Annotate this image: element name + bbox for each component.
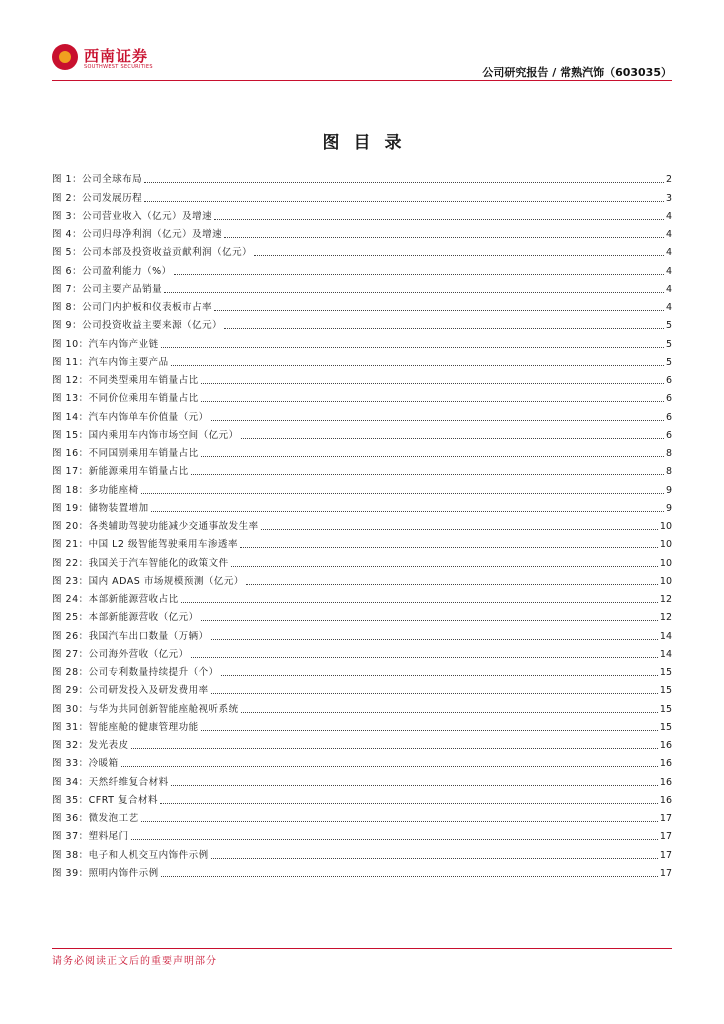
toc-entry-page: 16 [659, 794, 672, 806]
toc-entry-page: 6 [665, 375, 672, 386]
toc-entry[interactable] [52, 478, 672, 496]
toc-entry-page: 9 [665, 484, 672, 496]
toc-entry[interactable] [52, 278, 672, 296]
toc-entry-label: 图 15：国内乘用车内饰市场空间（亿元） [52, 429, 239, 441]
toc-entry[interactable] [52, 734, 672, 752]
toc-entry-label: 图 6：公司盈利能力（%） [52, 265, 172, 277]
toc-entry[interactable] [52, 825, 672, 843]
toc-entry[interactable] [52, 624, 672, 642]
toc-entry-page: 4 [665, 210, 672, 222]
toc-entry-page: 9 [665, 502, 672, 514]
footer-divider [52, 948, 672, 949]
toc-leader-dots [211, 638, 658, 640]
toc-entry-label: 图 16：不同国别乘用车销量占比 [52, 448, 199, 459]
toc-entry-page: 6 [665, 411, 672, 423]
toc-leader-dots [211, 419, 664, 421]
toc-entry[interactable] [52, 697, 672, 715]
toc-entry-label: 图 34：天然纤维复合材料 [52, 776, 169, 788]
toc-entry[interactable] [52, 168, 672, 186]
logo-chinese-name: 西南证券 [84, 47, 149, 65]
toc-entry-label: 图 27：公司海外营收（亿元） [52, 648, 189, 660]
toc-entry[interactable] [52, 405, 672, 423]
toc-entry-page: 2 [665, 174, 672, 186]
toc-entry-label: 图 12：不同类型乘用车销量占比 [52, 375, 199, 386]
toc-entry-label: 图 17：新能源乘用车销量占比 [52, 466, 189, 478]
page-title: 图目录 [322, 133, 416, 153]
toc-entry[interactable] [52, 296, 672, 314]
toc-entry-label: 图 30：与华为共同创新智能座舱视听系统 [52, 703, 239, 715]
toc-entry[interactable] [52, 843, 672, 861]
toc-entry[interactable] [52, 332, 672, 350]
toc-leader-dots [211, 692, 658, 694]
footer-disclaimer: 请务必阅读正文后的重要声明部分 [52, 956, 217, 967]
toc-leader-dots [141, 492, 664, 494]
toc-leader-dots [221, 674, 658, 676]
toc-leader-dots [171, 364, 664, 366]
toc-entry[interactable] [52, 807, 672, 825]
toc-leader-dots [151, 510, 664, 512]
toc-entry-label: 图 5：公司本部及投资收益贡献利润（亿元） [52, 247, 253, 259]
toc-leader-dots [161, 346, 664, 348]
toc-leader-dots [201, 400, 664, 402]
toc-entry[interactable] [52, 442, 672, 460]
toc-leader-dots [231, 565, 658, 567]
toc-entry[interactable] [52, 752, 672, 770]
toc-entry-page: 4 [665, 229, 672, 240]
toc-leader-dots [191, 473, 664, 475]
toc-entry-page: 16 [659, 740, 672, 751]
toc-entry-page: 10 [659, 575, 672, 587]
toc-entry-page: 10 [659, 557, 672, 569]
toc-leader-dots [201, 382, 664, 384]
toc-entry-label: 图 10：汽车内饰产业链 [52, 338, 159, 350]
toc-entry-label: 图 20：各类辅助驾驶功能减少交通事故发生率 [52, 521, 259, 532]
toc-entry[interactable] [52, 186, 672, 204]
toc-entry[interactable] [52, 789, 672, 807]
toc-entry-label: 图 36：微发泡工艺 [52, 813, 139, 824]
toc-entry[interactable] [52, 770, 672, 788]
toc-entry-label: 图 31：智能座舱的健康管理功能 [52, 721, 199, 733]
toc-entry-page: 6 [665, 393, 672, 405]
toc-leader-dots [254, 254, 664, 256]
toc-entry-page: 14 [659, 630, 672, 642]
toc-entry-label: 图 29：公司研发投入及研发费用率 [52, 685, 209, 697]
toc-entry-label: 图 8：公司门内护板和仪表板市占率 [52, 302, 213, 313]
toc-entry-page: 12 [659, 594, 672, 605]
toc-entry-page: 10 [659, 539, 672, 551]
toc-entry[interactable] [52, 497, 672, 515]
toc-entry-label: 图 37：塑料尾门 [52, 831, 129, 843]
toc-entry-page: 4 [665, 247, 672, 259]
toc-entry[interactable] [52, 241, 672, 259]
toc-leader-dots [201, 455, 664, 457]
toc-entry-page: 16 [659, 776, 672, 788]
toc-entry-label: 图 32：发光表皮 [52, 740, 129, 751]
toc-entry[interactable] [52, 862, 672, 880]
toc-entry-label: 图 3：公司营业收入（亿元）及增速 [52, 210, 213, 222]
toc-entry-page: 6 [665, 429, 672, 441]
toc-leader-dots [224, 327, 664, 329]
toc-entry-label: 图 7：公司主要产品销量 [52, 283, 163, 295]
toc-entry[interactable] [52, 716, 672, 734]
logo-emblem-icon [52, 44, 78, 70]
toc-entry[interactable] [52, 679, 672, 697]
toc-entry-page: 17 [659, 849, 672, 861]
toc-entry-label: 图 11：汽车内饰主要产品 [52, 356, 169, 368]
toc-entry[interactable] [52, 205, 672, 223]
toc-entry-label: 图 28：公司专利数量持续提升（个） [52, 667, 219, 678]
toc-entry-page: 5 [665, 338, 672, 350]
toc-entry-page: 10 [659, 521, 672, 532]
report-title: 公司研究报告 / 常熟汽饰（603035） [482, 66, 672, 79]
toc-entry-label: 图 13：不同价位乘用车销量占比 [52, 393, 199, 405]
toc-entry-page: 17 [659, 831, 672, 843]
toc-entry[interactable] [52, 533, 672, 551]
toc-leader-dots [261, 528, 658, 530]
toc-entry-page: 4 [665, 283, 672, 295]
toc-entry-label: 图 21：中国 L2 级智能驾驶乘用车渗透率 [52, 539, 238, 551]
toc-leader-dots [164, 291, 664, 293]
toc-leader-dots [241, 711, 658, 713]
toc-entry-page: 15 [659, 685, 672, 697]
toc-entry[interactable] [52, 351, 672, 369]
toc-entry-page: 5 [665, 320, 672, 332]
toc-leader-dots [240, 546, 658, 548]
toc-entry-page: 3 [665, 192, 672, 204]
toc-entry-label: 图 14：汽车内饰单车价值量（元） [52, 411, 209, 423]
toc-entry-label: 图 39：照明内饰件示例 [52, 867, 159, 879]
toc-entry[interactable] [52, 515, 672, 533]
toc-entry[interactable] [52, 369, 672, 387]
toc-entry-page: 15 [659, 703, 672, 715]
page-header [52, 42, 672, 82]
toc-entry[interactable] [52, 643, 672, 661]
toc-entry-page: 15 [659, 667, 672, 678]
toc-leader-dots [161, 875, 658, 877]
toc-entry-page: 15 [659, 721, 672, 733]
toc-entry-page: 8 [665, 466, 672, 478]
toc-entry-page: 4 [665, 265, 672, 277]
toc-entry-label: 图 22：我国关于汽车智能化的政策文件 [52, 557, 229, 569]
toc-entry-label: 图 24：本部新能源营收占比 [52, 594, 179, 605]
toc-leader-dots [171, 784, 658, 786]
toc-leader-dots [160, 802, 658, 804]
toc-entry-label: 图 4：公司归母净利润（亿元）及增速 [52, 229, 223, 240]
toc-entry[interactable] [52, 661, 672, 679]
toc-leader-dots [144, 181, 664, 183]
toc-entry-label: 图 33：冷暖箱 [52, 758, 119, 770]
toc-entry-label: 图 2：公司发展历程 [52, 192, 143, 204]
toc-entry[interactable] [52, 606, 672, 624]
toc-leader-dots [214, 218, 664, 220]
toc-entry-label: 图 25：本部新能源营收（亿元） [52, 612, 199, 624]
toc-entry-label: 图 1：公司全球布局 [52, 174, 143, 186]
toc-leader-dots [241, 437, 664, 439]
toc-leader-dots [174, 273, 664, 275]
header-divider [52, 80, 672, 81]
toc-leader-dots [201, 619, 658, 621]
toc-entry[interactable] [52, 424, 672, 442]
toc-entry[interactable] [52, 570, 672, 588]
toc-entry-label: 图 23：国内 ADAS 市场规模预测（亿元） [52, 575, 244, 587]
toc-leader-dots [121, 765, 658, 767]
toc-entry[interactable] [52, 314, 672, 332]
toc-entry-label: 图 35：CFRT 复合材料 [52, 794, 158, 806]
toc-leader-dots [131, 838, 658, 840]
toc-leader-dots [191, 656, 658, 658]
toc-entry-label: 图 18：多功能座椅 [52, 484, 139, 496]
toc-entry[interactable] [52, 588, 672, 606]
toc-entry[interactable] [52, 551, 672, 569]
toc-leader-dots [181, 601, 658, 603]
toc-entry-page: 8 [665, 448, 672, 459]
toc-leader-dots [246, 583, 658, 585]
toc-leader-dots [214, 309, 664, 311]
toc-leader-dots [131, 747, 658, 749]
toc-entry-page: 17 [659, 867, 672, 879]
toc-leader-dots [201, 729, 658, 731]
toc-entry-page: 16 [659, 758, 672, 770]
logo-english-name: SOUTHWEST SECURITIES [84, 64, 153, 70]
toc-entry-label: 图 26：我国汽车出口数量（万辆） [52, 630, 209, 642]
figure-toc-list [52, 168, 672, 880]
toc-entry-page: 14 [659, 648, 672, 660]
toc-entry[interactable] [52, 223, 672, 241]
toc-entry-label: 图 19：储物装置增加 [52, 502, 149, 514]
toc-leader-dots [144, 200, 664, 202]
toc-entry-page: 5 [665, 356, 672, 368]
toc-entry-label: 图 38：电子和人机交互内饰件示例 [52, 849, 209, 861]
toc-leader-dots [224, 236, 664, 238]
toc-entry-page: 12 [659, 612, 672, 624]
toc-entry[interactable] [52, 460, 672, 478]
toc-entry[interactable] [52, 387, 672, 405]
toc-entry-label: 图 9：公司投资收益主要来源（亿元） [52, 320, 223, 332]
toc-leader-dots [211, 857, 658, 859]
toc-entry[interactable] [52, 259, 672, 277]
toc-entry-page: 4 [665, 302, 672, 313]
toc-entry-page: 17 [659, 813, 672, 824]
toc-leader-dots [141, 820, 658, 822]
